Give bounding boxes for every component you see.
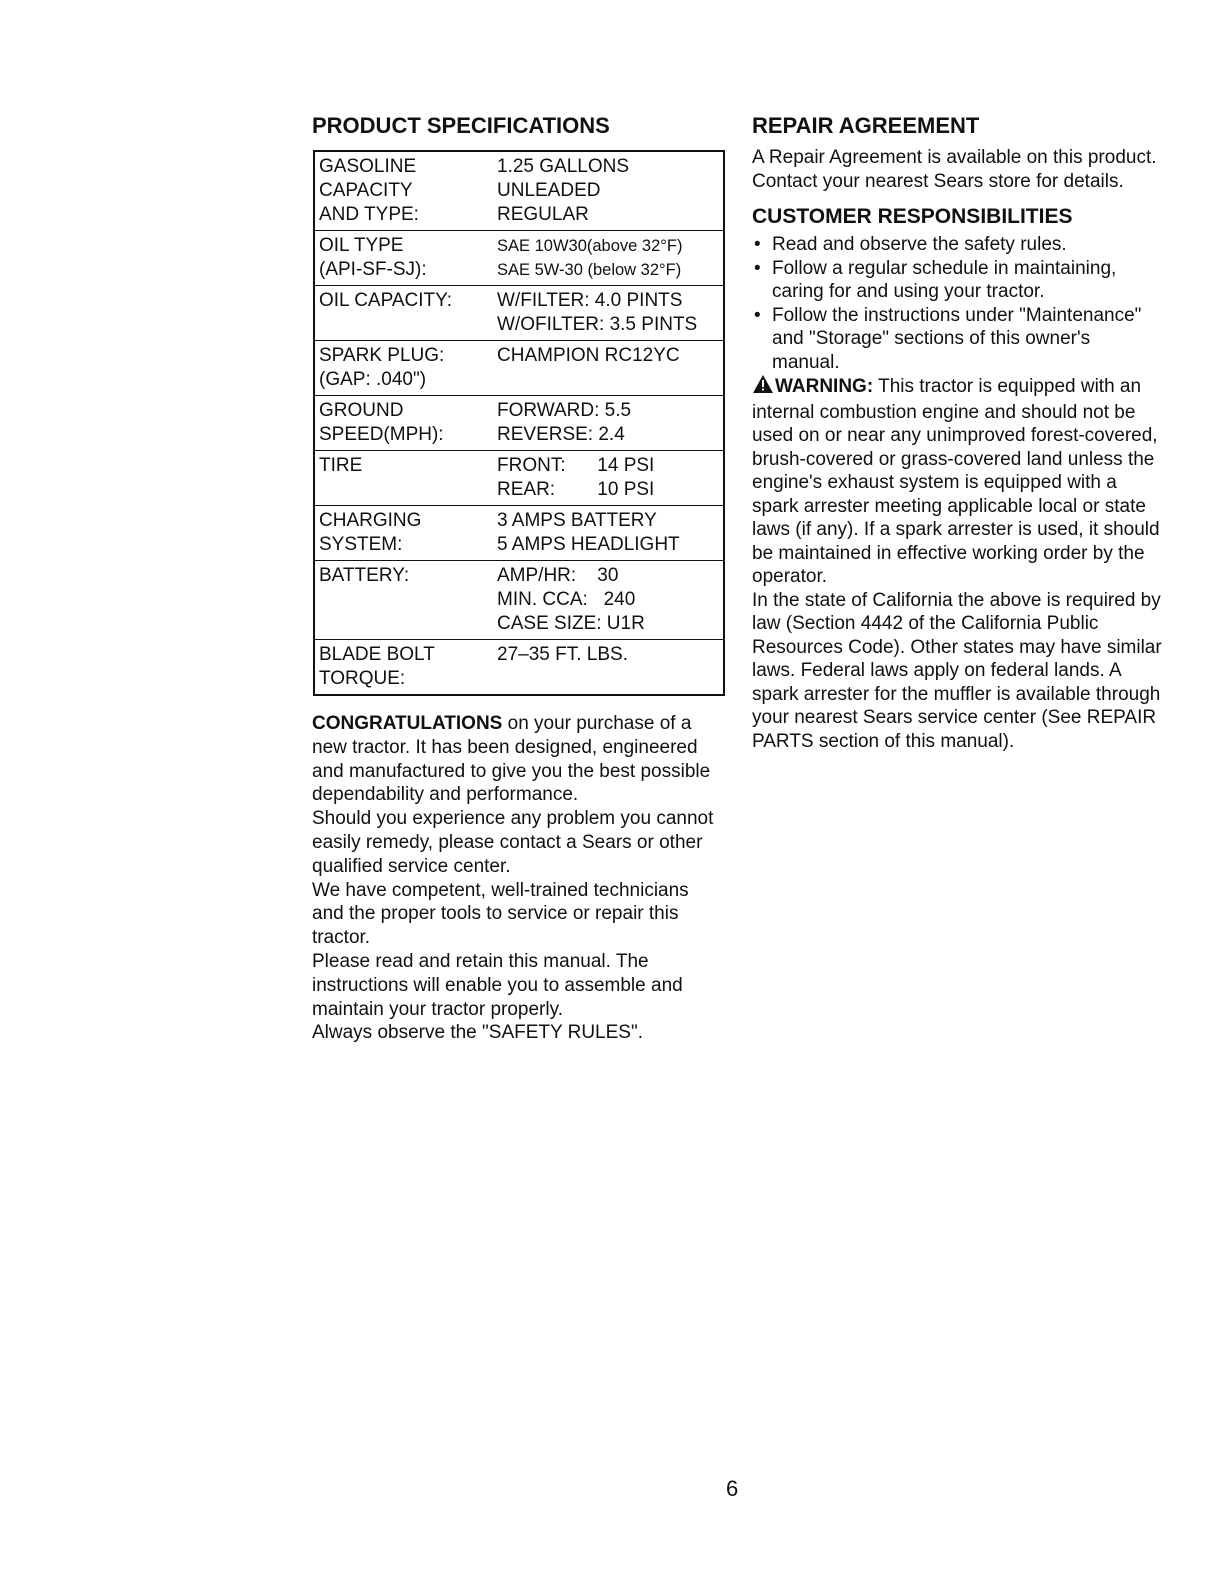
table-row bbox=[315, 640, 723, 694]
spec-label: OIL CAPACITY: bbox=[319, 290, 453, 311]
table-row bbox=[315, 451, 723, 506]
warning-text: This tractor is equipped with an internal combustion engine and should not be used on or near any unimproved forest-covered, brush-covered or grass-covered land unless the engine's exhaust system is equipped with a spark arrester meeting applicable local or state laws (if any). If a spark arrester is used, it should be maintained in effective working order by the operator. bbox=[752, 376, 1160, 587]
spec-value bbox=[493, 341, 723, 395]
congrats-para-2: Should you experience any problem you cannot easily remedy, please contact a Sears or other qualified service center. bbox=[312, 808, 714, 877]
spec-value bbox=[493, 152, 723, 230]
spec-label: GASOLINE CAPACITY AND TYPE: bbox=[319, 156, 419, 225]
table-row bbox=[315, 396, 723, 451]
spec-value bbox=[493, 561, 723, 639]
table-row bbox=[315, 506, 723, 561]
spec-value-line: W/FILTER: 4.0 PINTS bbox=[497, 290, 683, 311]
congratulations-text bbox=[312, 712, 722, 1045]
warning-label: WARNING: bbox=[775, 376, 874, 397]
spec-label: BATTERY: bbox=[319, 565, 410, 586]
repair-title: REPAIR AGREEMENT bbox=[752, 113, 980, 138]
spec-label: BLADE BOLT TORQUE: bbox=[319, 644, 435, 689]
spec-value-line: UNLEADED bbox=[497, 180, 601, 201]
spec-value-line: REGULAR bbox=[497, 204, 589, 225]
spec-label: OIL TYPE (API-SF-SJ): bbox=[319, 235, 427, 280]
spec-value-line: 1.25 GALLONS bbox=[497, 156, 630, 177]
bullet-icon: • bbox=[754, 234, 761, 255]
spec-value-line: 3 AMPS BATTERY bbox=[497, 510, 657, 531]
spec-value-line: MIN. CCA: 240 bbox=[497, 589, 636, 610]
spec-value-line: SAE 10W30(above 32°F) bbox=[497, 237, 683, 255]
spec-value-line: FRONT: 14 PSI bbox=[497, 455, 655, 476]
spec-value-line: SAE 5W-30 (below 32°F) bbox=[497, 261, 682, 279]
list-item-text: Follow a regular schedule in maintaining, caring for and using your tractor. bbox=[772, 257, 1117, 302]
spec-value bbox=[493, 286, 723, 340]
table-row bbox=[315, 341, 723, 396]
spec-label: GROUND SPEED(MPH): bbox=[319, 400, 444, 445]
table-row bbox=[315, 561, 723, 640]
list-item bbox=[752, 257, 1162, 304]
warning-para-2: In the state of California the above is required by law (Section 4442 of the California Public Resources Code). Other states may have similar laws. Federal laws apply on federal lands. A spark arrester for the muffler is available through your nearest Sears service center (See REPAIR PARTS section of this manual). bbox=[752, 589, 1162, 752]
congrats-body-1: on your purchase of a new tractor. It has been designed, engineered and manufactured to give you the best possible dependability and performance. bbox=[312, 713, 711, 806]
responsibilities-list bbox=[752, 233, 1162, 374]
list-item bbox=[752, 304, 1162, 375]
right-column bbox=[752, 112, 1162, 753]
spec-value-line: REVERSE: 2.4 bbox=[497, 424, 625, 445]
spec-value-line: 27–35 FT. LBS. bbox=[497, 644, 628, 665]
spec-value bbox=[493, 451, 723, 505]
bullet-icon: • bbox=[754, 257, 761, 279]
spec-value bbox=[493, 396, 723, 450]
spec-label: CHARGING SYSTEM: bbox=[319, 510, 422, 555]
spec-value-line: AMP/HR: 30 bbox=[497, 565, 619, 586]
list-item bbox=[752, 233, 1162, 257]
bullet-icon: • bbox=[754, 304, 761, 326]
spec-value bbox=[493, 640, 723, 694]
spec-value-line: CHAMPION RC12YC bbox=[497, 345, 680, 366]
congrats-lead: CONGRATULATIONS bbox=[312, 713, 503, 734]
table-row bbox=[315, 152, 723, 231]
spec-value-line: REAR: 10 PSI bbox=[497, 479, 655, 500]
congrats-para-3: We have competent, well-trained technicians and the proper tools to service or repair this tractor. bbox=[312, 879, 689, 949]
warning-para-1 bbox=[752, 374, 1162, 589]
congrats-para-1 bbox=[312, 712, 722, 807]
repair-body: A Repair Agreement is available on this product. Contact your nearest Sears store for details. bbox=[752, 147, 1157, 192]
spec-label: TIRE bbox=[319, 455, 363, 476]
spec-value-line: 5 AMPS HEADLIGHT bbox=[497, 534, 680, 555]
congrats-para-5: Always observe the "SAFETY RULES". bbox=[312, 1022, 643, 1044]
spec-label: SPARK PLUG: (GAP: .040") bbox=[319, 345, 445, 390]
customer-title: CUSTOMER RESPONSIBILITIES bbox=[752, 205, 1073, 228]
spec-title: PRODUCT SPECIFICATIONS bbox=[312, 113, 610, 138]
list-item-text: Read and observe the safety rules. bbox=[772, 234, 1067, 255]
warning-block bbox=[752, 374, 1162, 753]
spec-value-line: FORWARD: 5.5 bbox=[497, 400, 632, 421]
congrats-para-4: Please read and retain this manual. The instructions will enable you to assemble and maintain your tractor properly. bbox=[312, 950, 683, 1020]
list-item-text: Follow the instructions under "Maintenance" and "Storage" sections of this owner's manual. bbox=[772, 304, 1142, 373]
spec-value bbox=[493, 231, 723, 285]
warning-triangle-icon bbox=[752, 374, 774, 401]
table-row bbox=[315, 286, 723, 341]
left-column bbox=[312, 112, 732, 1044]
page-number: 6 bbox=[726, 1476, 739, 1501]
spec-value bbox=[493, 506, 723, 560]
table-row bbox=[315, 231, 723, 286]
spec-table bbox=[313, 150, 725, 696]
spec-value-line: W/OFILTER: 3.5 PINTS bbox=[497, 314, 698, 335]
spec-value-line: CASE SIZE: U1R bbox=[497, 613, 645, 634]
